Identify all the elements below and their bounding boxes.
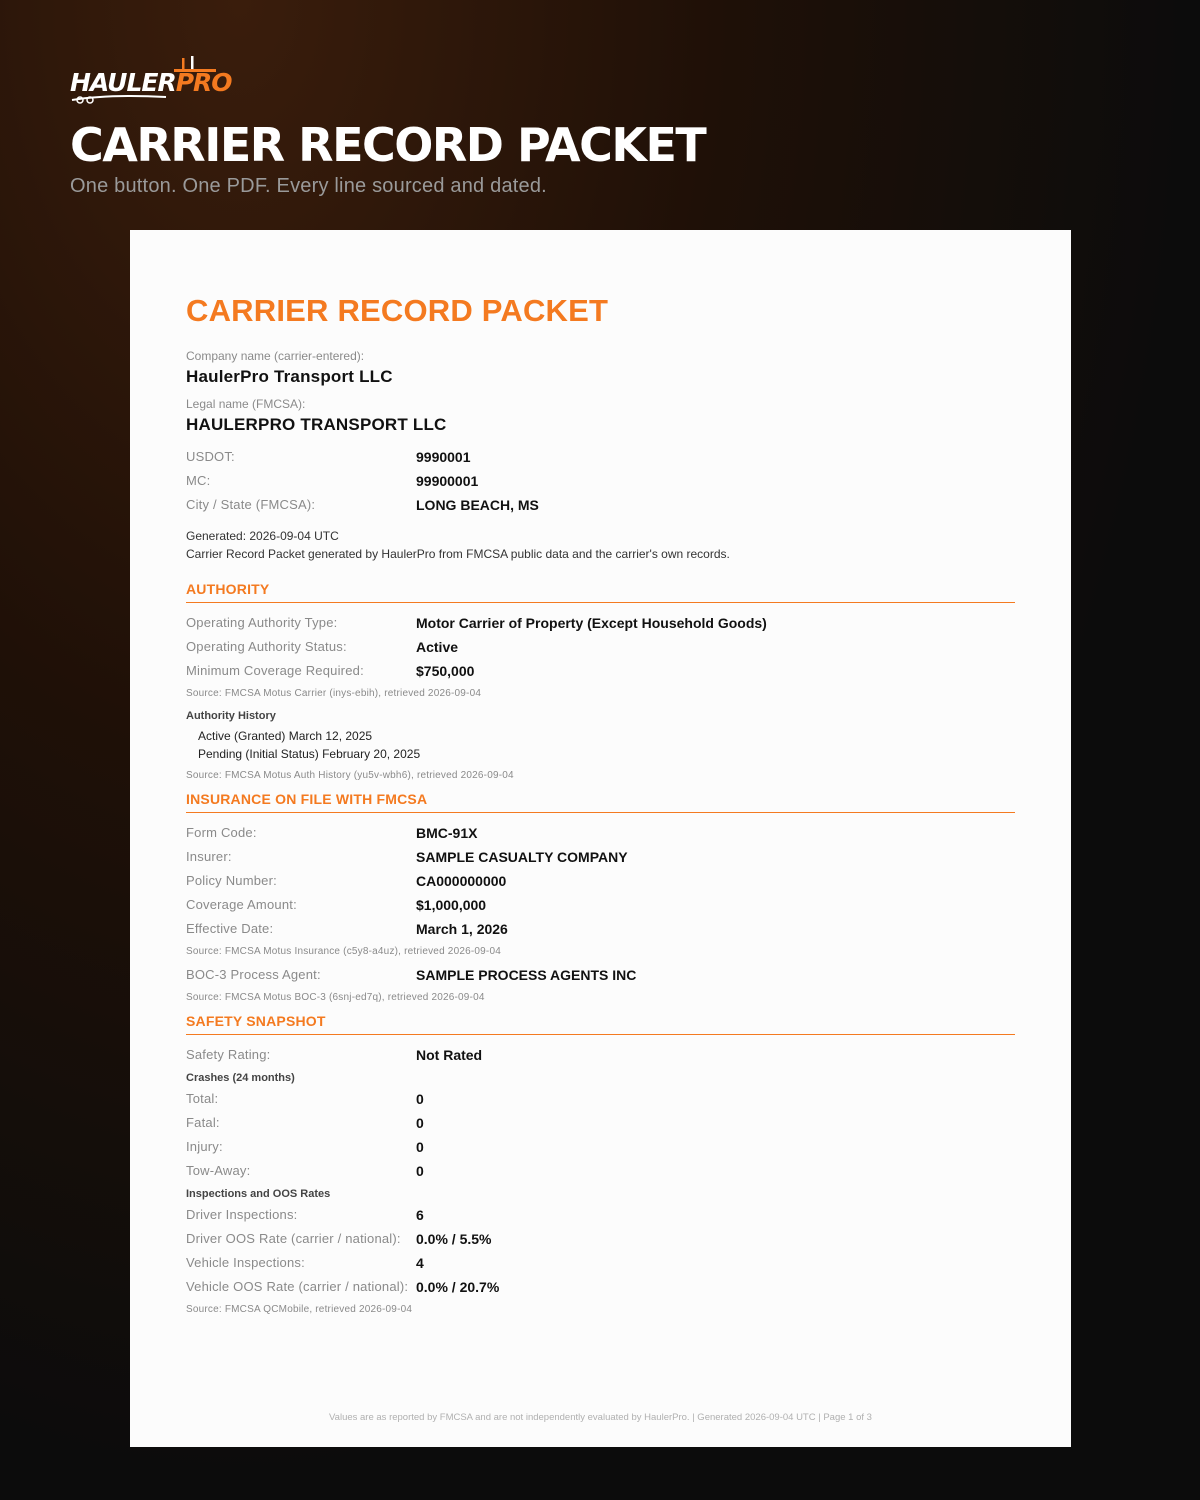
field-value: LONG BEACH, MS [416,497,539,513]
coverage-amount-row [186,895,1046,915]
vehicle-inspections-row [186,1253,1046,1273]
company-name-label: Company name (carrier-entered): [186,349,365,363]
crash-total-row [186,1089,1046,1109]
usdot-row [186,447,1046,467]
field-label: BOC-3 Process Agent: [186,967,321,982]
hero-subtitle: One button. One PDF. Every line sourced and dated. [70,175,547,197]
crash-fatal-row [186,1113,1046,1133]
field-value: 9990001 [416,449,471,465]
authority-history-item: Pending (Initial Status) February 20, 2025 [198,747,421,761]
generated-date: Generated: 2026-09-04 UTC [186,529,339,543]
effective-date-row [186,919,1046,939]
field-value: 0.0% / 5.5% [416,1231,492,1247]
section-heading: INSURANCE ON FILE WITH FMCSA [186,791,428,807]
safety-source: Source: FMCSA QCMobile, retrieved 2026-09-04 [186,1304,413,1315]
generated-note: Carrier Record Packet generated by HaulerPro from FMCSA public data and the carrier's own records. [186,547,730,561]
field-value: 4 [416,1255,424,1271]
hero-title: CARRIER RECORD PACKET [70,118,706,172]
field-label: Driver OOS Rate (carrier / national): [186,1231,401,1246]
insurer-row [186,847,1046,867]
field-label: Safety Rating: [186,1047,271,1062]
field-value: 0 [416,1091,424,1107]
section-authority [186,580,1015,603]
field-label: Policy Number: [186,873,277,888]
field-value: $1,000,000 [416,897,487,913]
field-label: Minimum Coverage Required: [186,663,364,678]
field-label: Coverage Amount: [186,897,297,912]
driver-oos-row [186,1229,1046,1249]
field-label: Total: [186,1091,219,1106]
company-name: HaulerPro Transport LLC [186,367,393,386]
driver-inspections-row [186,1205,1046,1225]
field-label: Operating Authority Type: [186,615,338,630]
field-value: SAMPLE CASUALTY COMPANY [416,849,628,865]
field-value: Not Rated [416,1047,483,1063]
haulerpro-logo [70,56,232,104]
legal-name-label: Legal name (FMCSA): [186,397,306,411]
section-safety [186,1012,1015,1035]
field-label: Operating Authority Status: [186,639,347,654]
authority-status-row [186,637,1046,657]
field-value: Active [416,639,459,655]
field-value: $750,000 [416,663,475,679]
field-value: BMC-91X [416,825,478,841]
vehicle-oos-row [186,1277,1046,1297]
field-value: Motor Carrier of Property (Except Household Goods) [416,615,767,631]
field-value: 0 [416,1115,424,1131]
field-label: Form Code: [186,825,257,840]
minimum-coverage-row [186,661,1046,681]
field-label: Vehicle Inspections: [186,1255,305,1270]
safety-rating-row [186,1045,1046,1065]
authority-history-source: Source: FMCSA Motus Auth History (yu5v-wbh6), retrieved 2026-09-04 [186,770,514,781]
form-code-row [186,823,1046,843]
field-label: Insurer: [186,849,232,864]
field-label: Injury: [186,1139,223,1154]
crashes-heading: Crashes (24 months) [186,1072,295,1084]
field-label: USDOT: [186,449,235,464]
field-value: 0 [416,1163,424,1179]
authority-history-item: Active (Granted) March 12, 2025 [198,729,373,743]
mc-row [186,471,1046,491]
logo-wordmark: HAULERPRO [70,68,232,97]
policy-number-row [186,871,1046,891]
field-value: 0 [416,1139,424,1155]
field-label: Effective Date: [186,921,274,936]
boc3-source: Source: FMCSA Motus BOC-3 (6snj-ed7q), retrieved 2026-09-04 [186,992,485,1003]
field-value: 0.0% / 20.7% [416,1279,500,1295]
section-heading: SAFETY SNAPSHOT [186,1013,326,1029]
city-state-row [186,495,1046,515]
document-title: CARRIER RECORD PACKET [186,293,609,328]
section-insurance [186,790,1015,813]
insurance-source: Source: FMCSA Motus Insurance (c5y8-a4uz), retrieved 2026-09-04 [186,946,501,957]
field-value: March 1, 2026 [416,921,508,937]
field-value: CA000000000 [416,873,507,889]
field-value: 6 [416,1207,424,1223]
crash-injury-row [186,1137,1046,1157]
boc3-agent-row [186,965,1046,985]
field-value: SAMPLE PROCESS AGENTS INC [416,967,637,983]
crash-tow-away-row [186,1161,1046,1181]
field-label: MC: [186,473,211,488]
field-label: Vehicle OOS Rate (carrier / national): [186,1279,409,1294]
pdf-page [130,230,1071,1447]
authority-history-heading: Authority History [186,710,276,722]
field-label: Fatal: [186,1115,220,1130]
inspections-heading: Inspections and OOS Rates [186,1188,331,1200]
page-footer: Values are as reported by FMCSA and are not independently evaluated by HaulerPro. | Generated 2026-09-04 UTC | Page 1 of 3 [329,1412,872,1423]
legal-name: HAULERPRO TRANSPORT LLC [186,415,447,434]
field-label: Tow-Away: [186,1163,251,1178]
field-value: 99900001 [416,473,479,489]
field-label: City / State (FMCSA): [186,497,316,512]
authority-type-row [186,613,1046,633]
authority-source: Source: FMCSA Motus Carrier (inys-ebih), retrieved 2026-09-04 [186,688,482,699]
section-heading: AUTHORITY [186,581,270,597]
field-label: Driver Inspections: [186,1207,298,1222]
